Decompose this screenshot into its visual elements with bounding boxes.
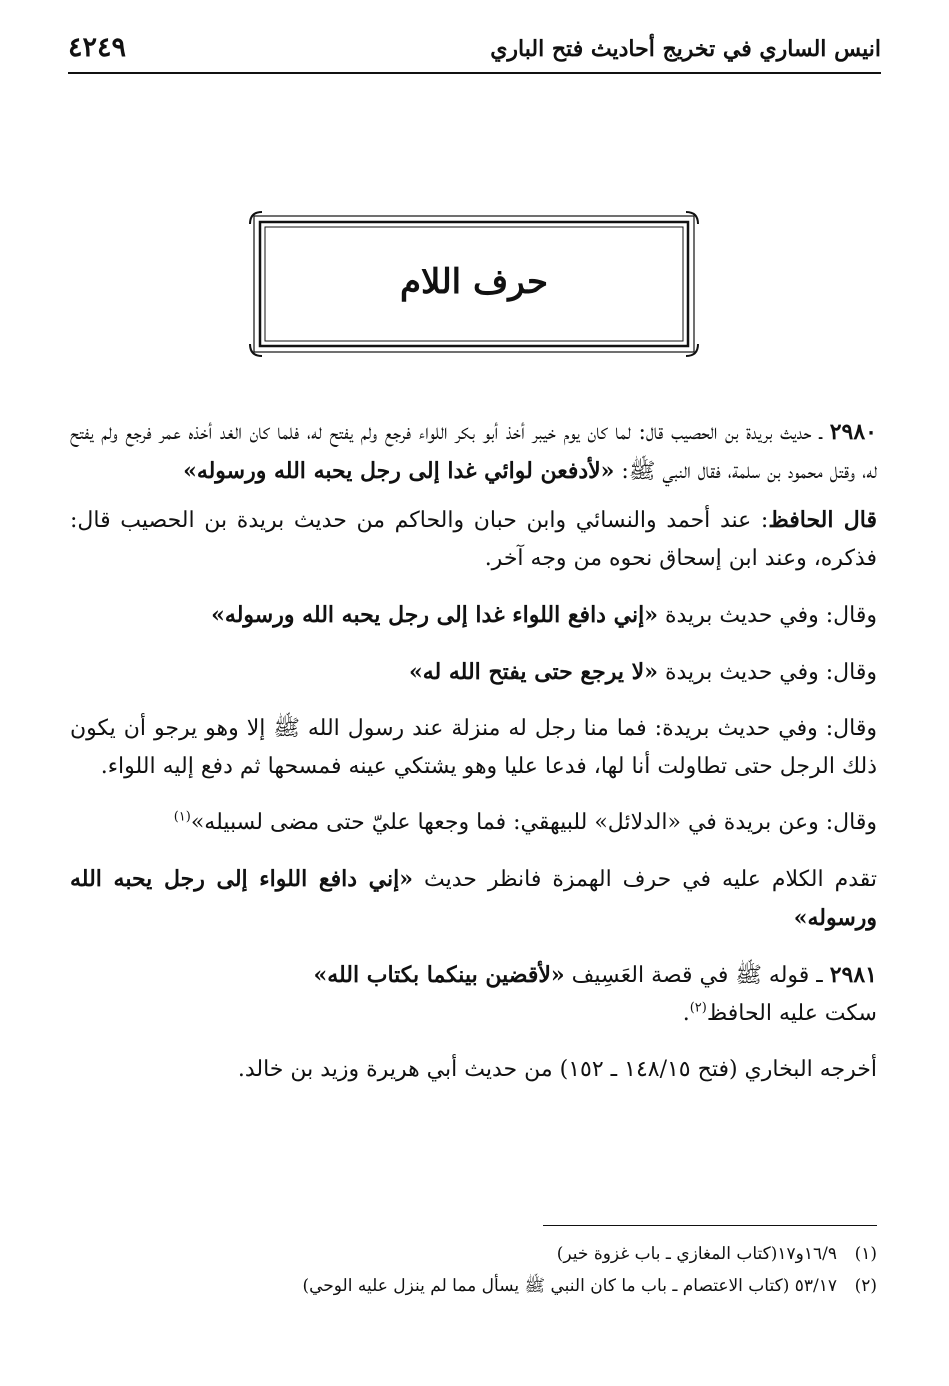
said-prefix: وقال: وفي حديث بريدة bbox=[657, 660, 877, 685]
said-text: وقال: وعن بريدة في «الدلائل» للبيهقي: فما وجعها عليّ حتى مضى لسبيله» bbox=[190, 810, 877, 835]
said-paragraph-1 bbox=[70, 596, 877, 635]
footnote-mark: (١) bbox=[854, 1244, 877, 1264]
footnote-text: ٥٣/١٧ (كتاب الاعتصام ـ باب ما كان النبي ﷺ يسأل مما لم ينزل عليه الوحي) bbox=[302, 1276, 837, 1296]
page-body bbox=[70, 413, 877, 1089]
hadith-number: ٢٩٨١ bbox=[829, 962, 877, 988]
cross-ref-quote: «إني دافع اللواء إلى رجل يحبه الله ورسوله» bbox=[70, 866, 877, 931]
hadith-quote: «لأقضين بينكما بكتاب الله» bbox=[313, 962, 565, 988]
hafiz-label: قال الحافظ bbox=[768, 507, 877, 533]
hafiz-text: : عند أحمد والنسائي وابن حبان والحاكم من حديث بريدة بن الحصيب قال: فذكره، وعند ابن إسحاق نحوه من وجه آخر. bbox=[70, 508, 877, 571]
footnote-mark: (٢) bbox=[854, 1276, 877, 1296]
header-rule bbox=[68, 72, 881, 74]
hadith-text: ـ حديث بريدة بن الحصيب قال: لما كان يوم خيبر أخذ أبو بكر اللواء فرجع ولم يفتح له، فلما كان الغد أخذه عمر فرجع ولم يفتح له، وقتل محمود بن سلمة، فقال النبي ﷺ: bbox=[70, 420, 877, 484]
footnote-ref-2[interactable]: (٢) bbox=[689, 1000, 707, 1016]
cross-reference-paragraph bbox=[70, 860, 877, 938]
book-title: انيس الساري في تخريج أحاديث فتح الباري bbox=[490, 36, 881, 62]
hadith-text: ـ قوله ﷺ في قصة العَسِيف bbox=[564, 963, 830, 988]
chapter-heading-frame bbox=[248, 210, 700, 358]
silent-text: سكت عليه الحافظ bbox=[706, 1001, 877, 1026]
said-paragraph-2 bbox=[70, 653, 877, 692]
hadith-2980 bbox=[70, 413, 877, 491]
chapter-title: حرف اللام bbox=[399, 262, 548, 302]
silent-paragraph bbox=[70, 995, 877, 1033]
footnote-ref-1[interactable]: (١) bbox=[173, 809, 191, 825]
said-quote: «لا يرجع حتى يفتح الله له» bbox=[408, 659, 658, 685]
footnotes bbox=[70, 1238, 877, 1302]
said-prefix: وقال: وفي حديث بريدة bbox=[657, 603, 877, 628]
takhrij-paragraph: أخرجه البخاري (فتح ١٤٨/١٥ ـ ١٥٢) من حديث أبي هريرة وزيد بن خالد. bbox=[237, 1057, 877, 1082]
said-paragraph-4 bbox=[70, 804, 877, 842]
footnote-1 bbox=[70, 1238, 877, 1270]
hadith-2981 bbox=[70, 956, 877, 995]
said-paragraph-3: وقال: وفي حديث بريدة: فما منا رجل له منزلة عند رسول الله ﷺ إلا وهو يرجو أن يكون ذلك الرجل حتى تطاولت أنا لها، فدعا عليا وهو يشتكي عينه فمسحها ثم دفع إليه اللواء. bbox=[70, 716, 877, 779]
footnote-rule bbox=[543, 1225, 877, 1226]
footnote-2 bbox=[70, 1270, 877, 1302]
hafiz-paragraph bbox=[70, 501, 877, 578]
running-header bbox=[68, 32, 881, 72]
said-quote: «إني دافع اللواء غدا إلى رجل يحبه الله ورسوله» bbox=[211, 602, 658, 628]
footnote-text: ١٦/٩و١٧(كتاب المغازي ـ باب غزوة خير) bbox=[556, 1244, 837, 1264]
silent-end: . bbox=[682, 1001, 690, 1026]
hadith-quote: «لأدفعن لوائي غدا إلى رجل يحبه الله ورسوله» bbox=[183, 458, 615, 484]
cross-ref-text: تقدم الكلام عليه في حرف الهمزة فانظر حديث bbox=[412, 867, 877, 892]
hadith-number: ٢٩٨٠ bbox=[829, 419, 877, 445]
page-number: ٤٢٤٩ bbox=[68, 32, 127, 63]
